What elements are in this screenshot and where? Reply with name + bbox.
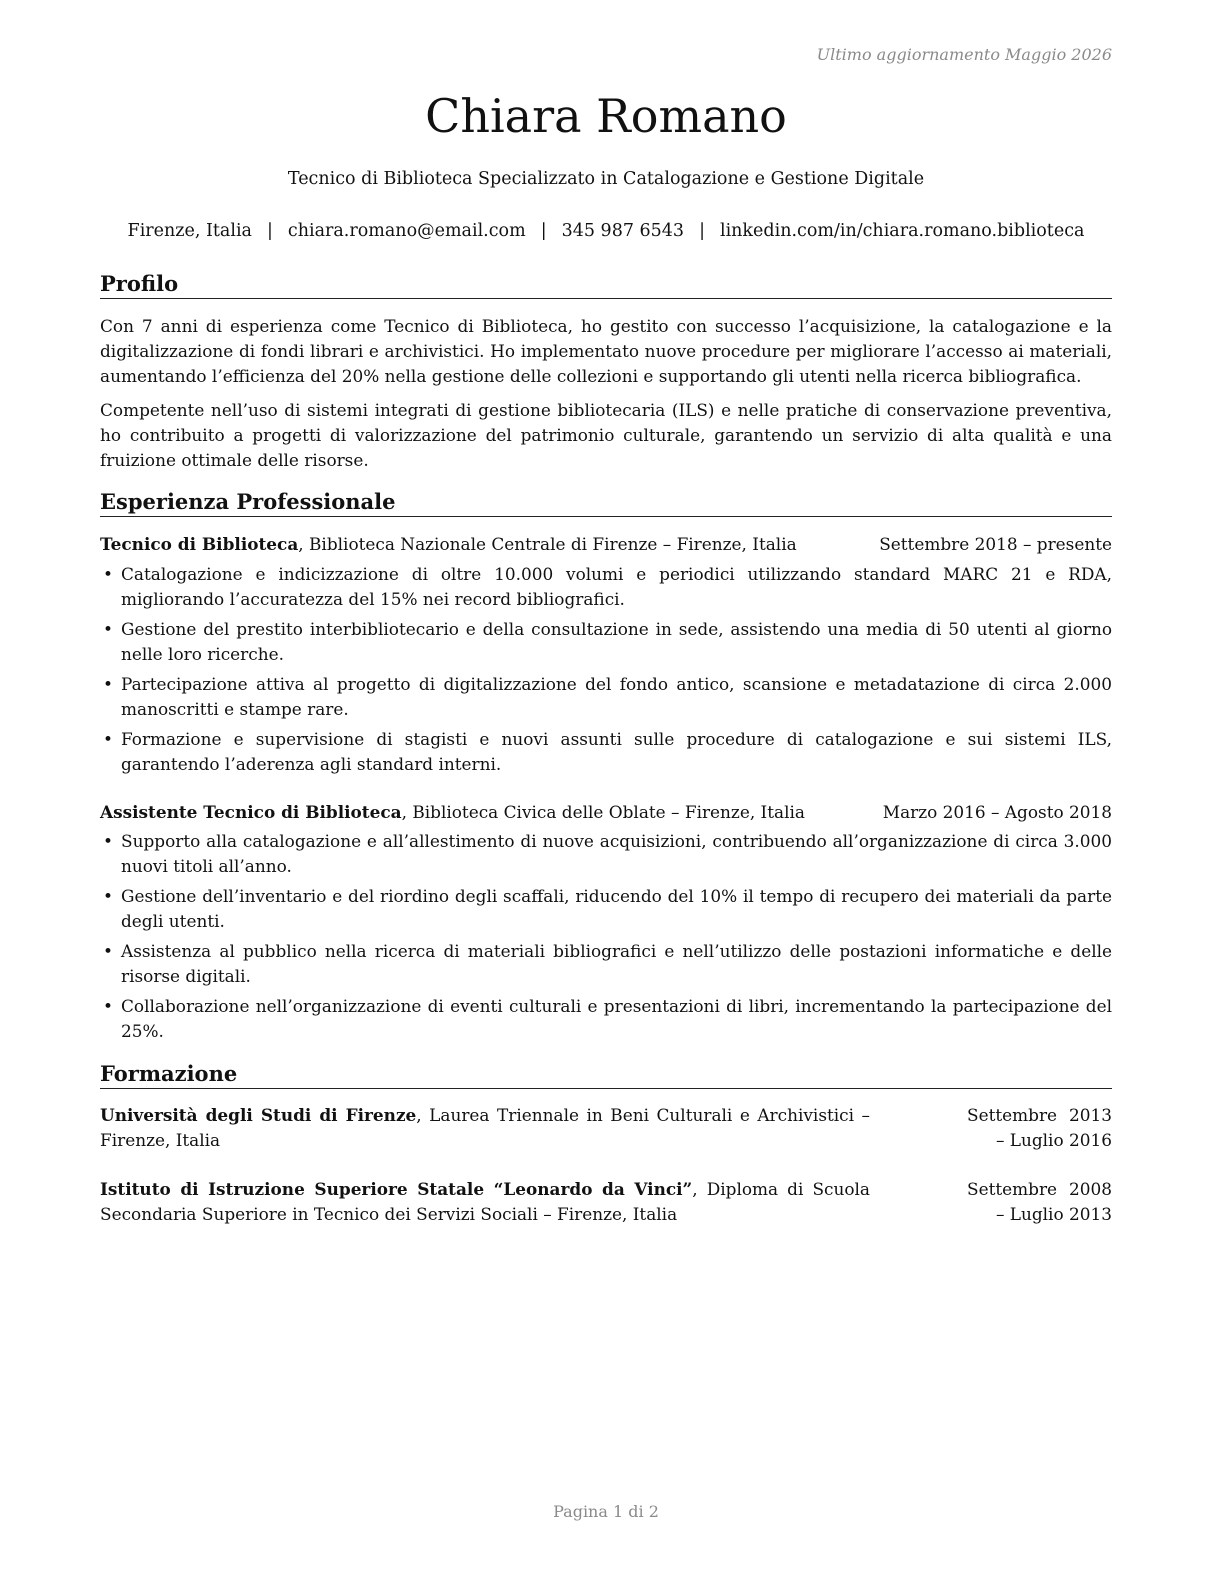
bullet-text: Formazione e supervisione di stagisti e nuovi assunti sulle procedure di catalogazione e sui sistemi ILS, garantendo l’aderenza agli standard interni. (121, 729, 1112, 774)
job-role: Assistente Tecnico di Biblioteca (100, 802, 402, 822)
contact-location: Firenze, Italia (127, 221, 252, 241)
job-dates: Settembre 2018 – presente (879, 534, 1112, 554)
job-header (100, 800, 1112, 825)
bullet-item (100, 939, 1112, 989)
education-description (100, 1177, 870, 1227)
bullet-item (100, 672, 1112, 722)
resume-page (100, 0, 1112, 1584)
job-role: Tecnico di Biblioteca (100, 534, 299, 554)
bullet-icon: • (103, 619, 113, 639)
job-bullets (100, 829, 1112, 1049)
education-school: Università degli Studi di Firenze (100, 1105, 417, 1125)
bullet-text: Catalogazione e indicizzazione di oltre 10.000 volumi e periodici utilizzando standard MARC 21 e RDA, migliorando l’accuratezza del 15% nei record bibliografici. (121, 564, 1112, 609)
bullet-text: Collaborazione nell’organizzazione di eventi culturali e presentazioni di libri, incrementando la partecipazione del 25%. (121, 996, 1112, 1041)
contact-separator: | (267, 221, 273, 241)
bullet-text: Supporto alla catalogazione e all’allestimento di nuove acquisizioni, contribuendo all’organizzazione di circa 3.000 nuovi titoli all’anno. (121, 831, 1112, 876)
page-number: Pagina 1 di 2 (553, 1502, 659, 1521)
bullet-item (100, 727, 1112, 777)
section-title-education: Formazione (100, 1061, 1112, 1089)
education-dates: Settembre 2008 – Luglio 2013 (967, 1179, 1112, 1224)
bullet-icon: • (103, 674, 113, 694)
job-organization: , Biblioteca Civica delle Oblate – Firenze, Italia (401, 802, 805, 822)
education-item (100, 1177, 1112, 1227)
bullet-text: Assistenza al pubblico nella ricerca di materiali bibliografici e nell’utilizzo delle postazioni informatiche e delle risorse digitali. (121, 941, 1112, 986)
job-bullets (100, 562, 1112, 782)
bullet-icon: • (103, 729, 113, 749)
contact-separator: | (540, 221, 547, 241)
bullet-text: Partecipazione attiva al progetto di digitalizzazione del fondo antico, scansione e metadatazione di circa 2.000 manoscritti e stampe rare. (121, 674, 1112, 719)
job-title-line (100, 800, 805, 825)
bullet-item (100, 994, 1112, 1044)
bullet-icon: • (103, 941, 113, 961)
bullet-icon: • (103, 996, 113, 1016)
section-title-profile: Profilo (100, 271, 1112, 299)
job-dates: Marzo 2016 – Agosto 2018 (882, 802, 1112, 822)
bullet-icon: • (103, 886, 113, 906)
profile-paragraph: Con 7 anni di esperienza come Tecnico di Biblioteca, ho gestito con successo l’acquisizione, la catalogazione e la digitalizzazione di fondi librari e archivistici. Ho implementato nuove procedure per migliorare l’accesso ai materiali, aumentando l’efficienza del 20% nella gestione delle collezioni e supportando gli utenti nella ricerca bibliografica. (100, 316, 1112, 386)
bullet-item (100, 884, 1112, 934)
education-detail: , Laurea Triennale in Beni Culturali e Archivistici – Firenze, Italia (100, 1105, 870, 1150)
contact-separator: | (699, 221, 705, 241)
contact-phone: 345 987 6543 (561, 221, 685, 241)
bullet-item (100, 617, 1112, 667)
education-description (100, 1103, 870, 1153)
bullet-text: Gestione del prestito interbibliotecario e della consultazione in sede, assistendo una media di 50 utenti al giorno nelle loro ricerche. (121, 619, 1112, 664)
bullet-icon: • (103, 564, 113, 584)
contact-email[interactable]: chiara.romano@email.com (287, 221, 526, 241)
job-title-line (100, 532, 797, 557)
profile-paragraph: Competente nell’uso di sistemi integrati di gestione bibliotecaria (ILS) e nelle pratiche di conservazione preventiva, ho contribuito a progetti di valorizzazione del patrimonio culturale, garantendo un servizio di alta qualità e una fruizione ottimale delle risorse. (100, 400, 1112, 470)
bullet-item (100, 562, 1112, 612)
headline: Tecnico di Biblioteca Specializzato in Catalogazione e Gestione Digitale (287, 169, 925, 189)
education-dates: Settembre 2013 – Luglio 2016 (967, 1105, 1112, 1150)
last-updated: Ultimo aggiornamento Maggio 2026 (816, 45, 1112, 64)
education-item (100, 1103, 1112, 1153)
contact-linkedin[interactable]: linkedin.com/in/chiara.romano.biblioteca (719, 221, 1085, 241)
bullet-item (100, 829, 1112, 879)
bullet-icon: • (103, 831, 113, 851)
job-organization: , Biblioteca Nazionale Centrale di Firenze – Firenze, Italia (298, 534, 797, 554)
contact-line (100, 220, 1112, 242)
section-title-experience: Esperienza Professionale (100, 489, 1112, 517)
job-header (100, 532, 1112, 557)
bullet-text: Gestione dell’inventario e del riordino degli scaffali, riducendo del 10% il tempo di recupero dei materiali da parte degli utenti. (121, 886, 1112, 931)
education-school: Istituto di Istruzione Superiore Statale “Leonardo da Vinci” (100, 1179, 693, 1199)
education-detail: , Diploma di Scuola Secondaria Superiore in Tecnico dei Servizi Sociali – Firenze, Italia (100, 1179, 870, 1224)
candidate-name: Chiara Romano (425, 89, 787, 143)
